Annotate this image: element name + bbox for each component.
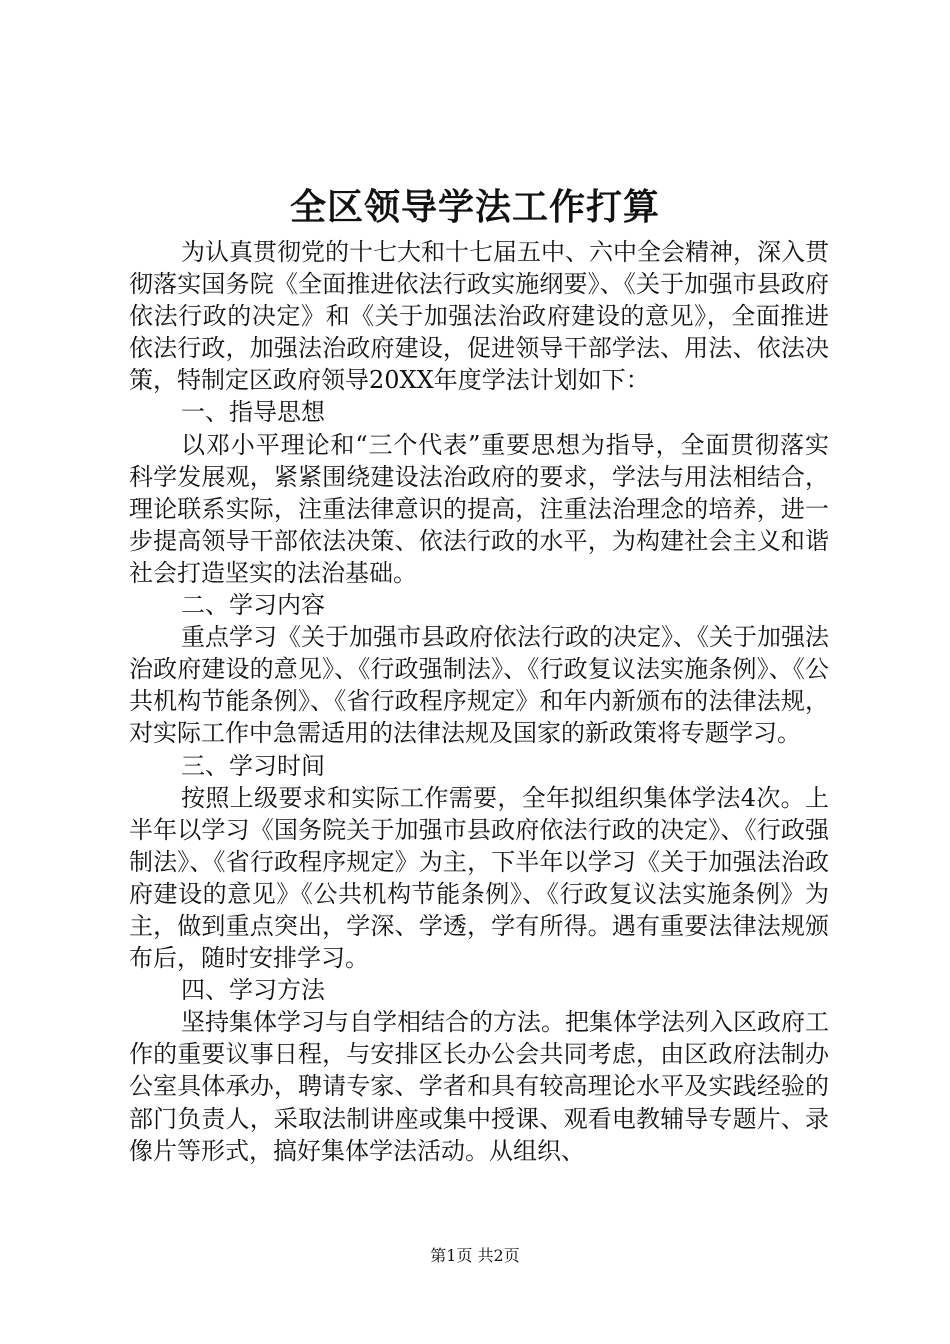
section-heading-guiding-ideology: 一、指导思想 (181, 398, 325, 427)
section-text-study-content: 重点学习《关于加强市县政府依法行政的决定》、《关于加强法治政府建设的意见》、《行政强制法》、《行政复议法实施条例》、《公共机构节能条例》、《省行政程序规定》和年内新颁布的法律法规，对实际工作中急需适用的法律法规及国家的新政策将专题学习。 (129, 623, 829, 748)
section-text-guiding-ideology: 以邓小平理论和“三个代表”重要思想为指导，全面贯彻落实科学发展观，紧紧围绕建设法治政府的要求，学法与用法相结合，理论联系实际，注重法律意识的提高，注重法治理念的培养，进一步提高领导干部依法决策、依法行政的水平，为构建社会主义和谐社会打造坚实的法治基础。 (129, 430, 829, 587)
intro-paragraph: 为认真贯彻党的十七大和十七届五中、六中全会精神，深入贯彻落实国务院《全面推进依法行政实施纲要》、《关于加强市县政府依法行政的决定》和《关于加强法治政府建设的意见》，全面推进依法行政，加强法治政府建设，促进领导干部学法、用法、依法决策，特制定区政府领导20XX年度学法计划如下： (129, 238, 829, 395)
section-text-study-method: 坚持集体学习与自学相结合的方法。把集体学法列入区政府工作的重要议事日程，与安排区长办公会共同考虑，由区政府法制办公室具体承办，聘请专家、学者和具有较高理论水平及实践经验的部门负责人，采取法制讲座或集中授课、观看电教辅导专题片、录像片等形式，搞好集体学法活动。从组织、 (129, 1008, 829, 1165)
document-title: 全区领导学法工作打算 (289, 186, 660, 228)
section-heading-study-method: 四、学习方法 (181, 976, 325, 1005)
section-text-study-time: 按照上级要求和实际工作需要，全年拟组织集体学法4次。上半年以学习《国务院关于加强市县政府依法行政的决定》、《行政强制法》、《省行政程序规定》为主，下半年以学习《关于加强法治政府建设的意见》《公共机构节能条例》、《行政复议法实施条例》为主，做到重点突出，学深、学透，学有所得。遇有重要法律法规颁布后，随时安排学习。 (129, 783, 829, 973)
document-body (129, 236, 829, 1167)
page-footer: 第1页 共2页 (430, 1246, 520, 1265)
section-heading-study-time: 三、学习时间 (181, 751, 325, 780)
section-heading-study-content: 二、学习内容 (181, 591, 325, 620)
